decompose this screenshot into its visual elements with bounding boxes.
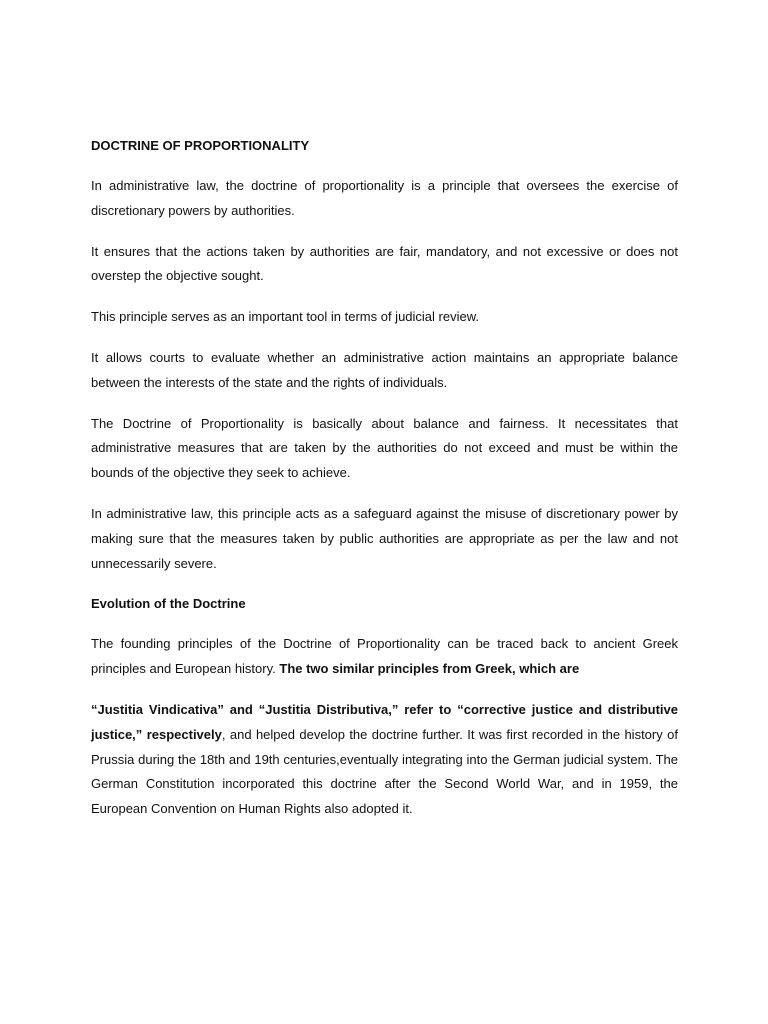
history-text: , and helped develop the doctrine further. It was first recorded in the history of Prussia during the 18th and 19th centuries,eventually integrating into the German judicial system. The German Constitution incorporated this doctrine after the Second World War, and in 1959, the European Convention on Human Rights also adopted it. — [91, 726, 678, 817]
section-heading-evolution: Evolution of the Doctrine — [91, 596, 246, 612]
paragraph-courts-balance: It allows courts to evaluate whether an administrative action maintains an appropriate balance between the interests of the state and the rights of individuals. — [91, 349, 678, 390]
justitia-bold-text: “Justitia Vindicativa” and “Justitia Distributiva,” refer to “corrective justice and distributive justice,” respectively — [91, 701, 678, 742]
paragraph-definition: In administrative law, the doctrine of proportionality is a principle that oversees the exercise of discretionary powers by authorities. — [91, 178, 678, 218]
paragraph-judicial-review: This principle serves as an important tool in terms of judicial review. — [91, 309, 479, 325]
paragraph-balance-fairness: The Doctrine of Proportionality is basically about balance and fairness. It necessitates that administrative measures that are taken by the authorities do not exceed and must be within the bounds of the objective they seek to achieve. — [91, 415, 678, 481]
greek-principles-bold-text: The two similar principles from Greek, which are — [279, 661, 580, 677]
document-page — [91, 134, 678, 838]
paragraph-justitia-history — [91, 698, 678, 822]
document-title: DOCTRINE OF PROPORTIONALITY — [91, 138, 310, 153]
paragraph-founding-principles — [91, 632, 678, 682]
founding-principles-text: The founding principles of the Doctrine of Proportionality can be traced back to ancient Greek principles and European history. — [91, 636, 678, 677]
paragraph-fairness: It ensures that the actions taken by authorities are fair, mandatory, and not excessive or does not overstep the objective sought. — [91, 243, 678, 284]
paragraph-safeguard: In administrative law, this principle acts as a safeguard against the misuse of discretionary power by making sure that the measures taken by public authorities are appropriate as per the law and not unnecessarily severe. — [91, 505, 678, 571]
